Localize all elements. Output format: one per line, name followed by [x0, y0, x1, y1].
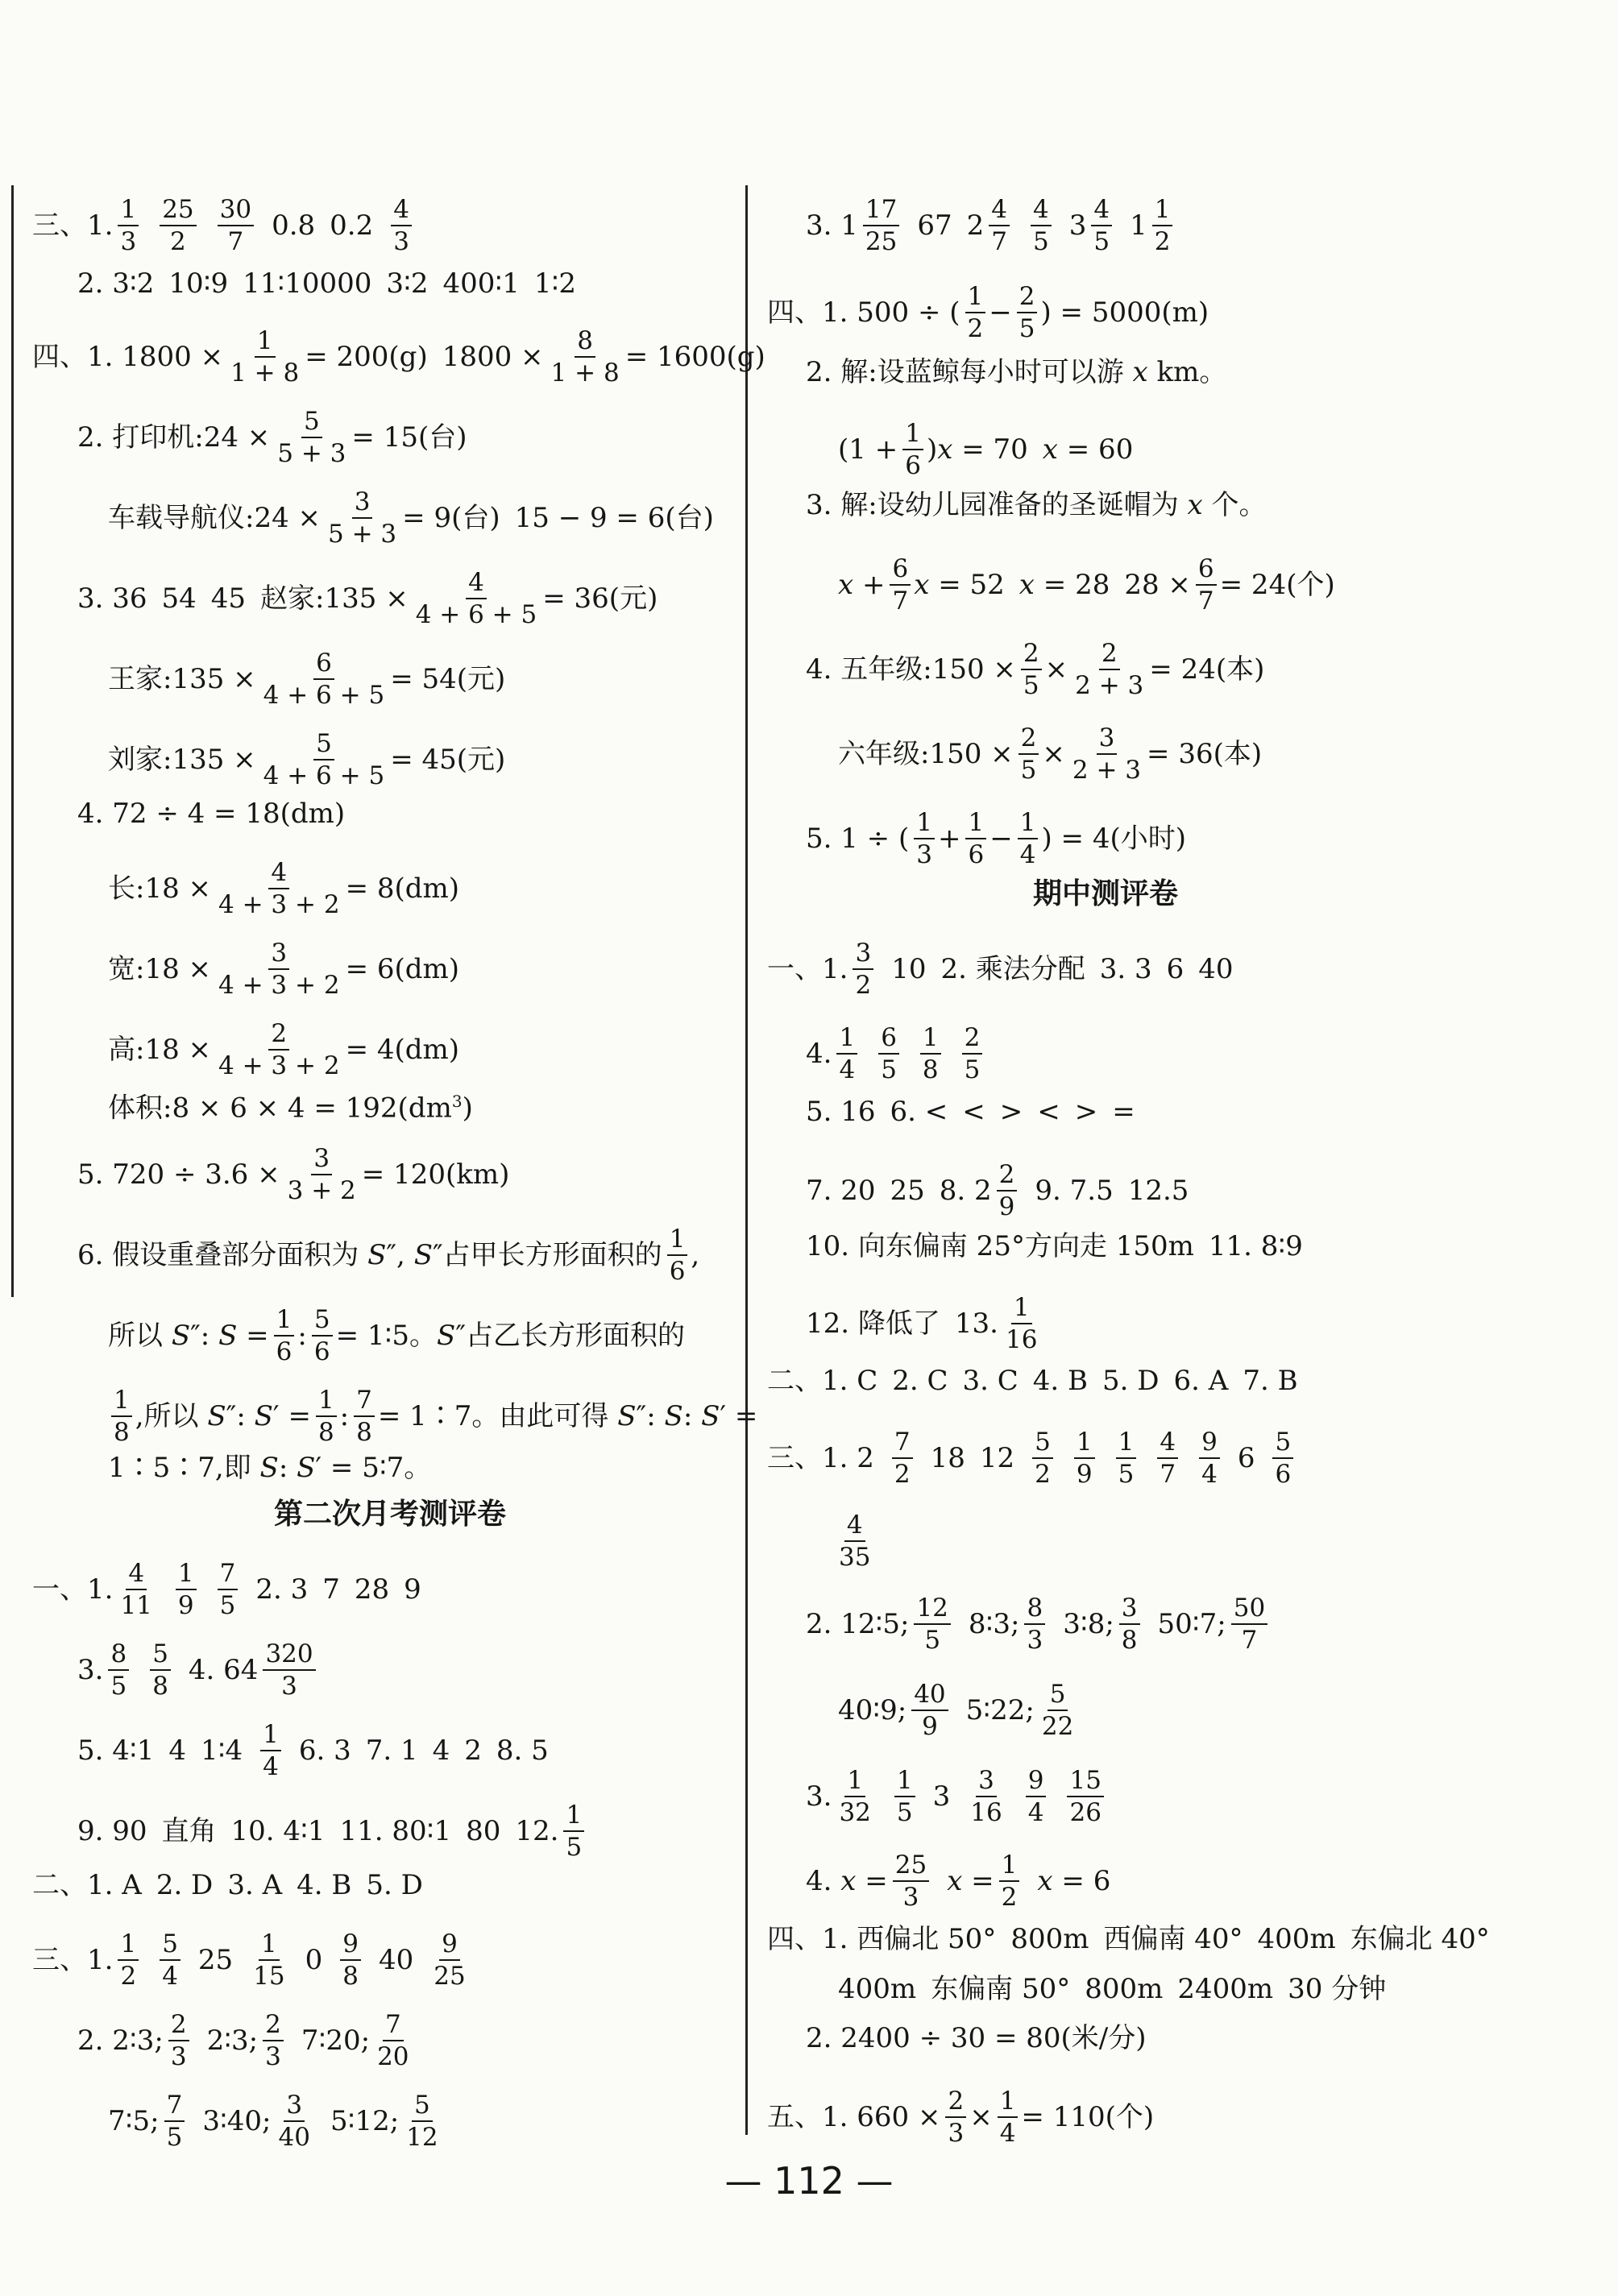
answer-line: 3. $\frac{1}{32}$ $\frac{1}{5}$ 3 $\frac{3}{16}$ $\frac{9}{4}$ $\frac{15}{26}$ [806, 1766, 1107, 1827]
answer-line: 3. 解:设幼儿园准备的圣诞帽为 x 个。 [806, 489, 1267, 521]
left-margin-rule [11, 185, 14, 1297]
answer-line: 6. 假设重叠部分面积为 S″, S″占甲长方形面积的 $\frac{1}{6}$ , [77, 1225, 700, 1286]
answer-line: 5. 16 6. < < > < > = [806, 1096, 1135, 1128]
answer-line: 2. 12∶5; $\frac{12}{5}$ 8∶3; $\frac{8}{3}$ 3∶8; $\frac{3}{8}$ 50∶7; $\frac{50}{7}$ [806, 1594, 1271, 1655]
answer-line: 2. 2400 ÷ 30 = 80(米/分) [806, 2022, 1147, 2054]
answer-line: 3. 36 54 45 赵家:135 × $\frac{4}{4 + 6 + 5}$ = 36(元) [77, 568, 658, 629]
answer-line: 12. 降低了 13. $\frac{1}{16}$ [806, 1293, 1038, 1354]
answer-line: 2. 解:设蓝鲸每小时可以游 x km。 [806, 356, 1227, 388]
answer-line: 三、1. 2 $\frac{7}{2}$ 18 12 $\frac{5}{2}$ $\frac{1}{9}$ $\frac{1}{5}$ $\frac{4}{7}$ $\frac{9}{4}$ 6 $\frac{5}{6}$ [767, 1428, 1296, 1489]
answer-line: x + $\frac{6}{7}$ x = 52 x = 28 28 × $\frac{6}{7}$ = 24(个) [838, 554, 1335, 615]
answer-line: 2. 3∶2 10∶9 11∶10000 3∶2 400∶1 1∶2 [77, 267, 577, 300]
answer-line: 400m 东偏南 50° 800m 2400m 30 分钟 [838, 1973, 1387, 2005]
answer-line: 5. 720 ÷ 3.6 × $\frac{3}{3 + 2}$ = 120(km) [77, 1144, 510, 1205]
answer-line: 体积:8 × $6 \times 4 = 192(dm^3)$ [108, 1092, 473, 1125]
answer-line: (1 + $\frac{1}{6}$ )x = 70 x = 60 [838, 419, 1134, 480]
answer-line: 一、1. $\frac{4}{11}$ $\frac{1}{9}$ $\frac{7}{5}$ 2. 3 7 28 9 [32, 1559, 421, 1620]
answer-line: 3. 1 $\frac{17}{25}$ 67 2 $\frac{4}{7}$ $\frac{4}{5}$ 3 $\frac{4}{5}$ 1 $\frac{1}{2}$ [806, 195, 1176, 256]
answer-line: 10. 向东偏南 25°方向走 150m 11. 8∶9 [806, 1230, 1303, 1262]
answer-line: 2. 打印机:24 × $\frac{5}{5 + 3}$ = 15(台) [77, 407, 467, 468]
column-divider [745, 185, 748, 2135]
page-number: — 112 — [724, 2159, 894, 2203]
answer-line: 四、1. 西偏北 50° 800m 西偏南 40° 400m 东偏北 40° [767, 1923, 1490, 1955]
answer-line: 六年级:150 × $\frac{2}{5}$ × $\frac{3}{2 + 3}$ = 36(本) [838, 723, 1263, 785]
answer-line: 长:18 × $\frac{4}{4 + 3 + 2}$ = 8(dm) [108, 858, 460, 919]
answer-line: 9. 90 直角 10. 4∶1 11. 80∶1 80 12. $\frac{1}{5}$ [77, 1801, 587, 1862]
answer-line: 一、1. $\frac{3}{2}$ 10 2. 乘法分配 3. 3 6 40 [767, 939, 1234, 1000]
answer-line: 高:18 × $\frac{2}{4 + 3 + 2}$ = 4(dm) [108, 1019, 460, 1080]
answer-line: 4. 72 ÷ 4 = 18(dm) [77, 798, 346, 830]
answer-line: 4. 五年级:150 × $\frac{2}{5}$ × $\frac{2}{2 + 3}$ = 24(本) [806, 639, 1265, 700]
answer-line: 二、1. A 2. D 3. A 4. B 5. D [32, 1869, 423, 1901]
answer-line: $\frac{4}{35}$ [839, 1511, 871, 1572]
answer-line: 二、1. C 2. C 3. C 4. B 5. D 6. A 7. B [767, 1365, 1298, 1397]
answer-line: 刘家:135 × $\frac{5}{4 + 6 + 5}$ = 45(元) [108, 729, 506, 790]
answer-line: 四、1. 1800 × $\frac{1}{1 + 8}$ = 200(g) 1800 × $\frac{8}{1 + 8}$ = 1600(g) [32, 326, 765, 388]
answer-line: 三、1. $\frac{1}{3}$ $\frac{25}{2}$ $\frac{30}{7}$ 0.8 0.2 $\frac{4}{3}$ [32, 195, 415, 256]
answer-line: 2. 2∶3; $\frac{2}{3}$ 2∶3; $\frac{2}{3}$ 7∶20; $\frac{7}{20}$ [77, 2010, 409, 2071]
answer-line: 4. $\frac{1}{4}$ $\frac{6}{5}$ $\frac{1}{8}$ $\frac{2}{5}$ [806, 1023, 985, 1084]
answer-line: 王家:135 × $\frac{6}{4 + 6 + 5}$ = 54(元) [108, 649, 506, 710]
answer-line: 5. 1 ÷ ( $\frac{1}{3}$ + $\frac{1}{6}$ − $\frac{1}{4}$ ) = 4(小时) [806, 808, 1186, 869]
section-heading: 期中测评卷 [1033, 877, 1179, 910]
answer-line: 1∶5∶7,即 S: S′ = 5∶7。 [108, 1452, 432, 1484]
answer-line: 7∶5; $\frac{7}{5}$ 3∶40; $\frac{3}{40}$ 5∶12; $\frac{5}{12}$ [108, 2091, 438, 2152]
answer-line: 5. 4∶1 4 1∶4 $\frac{1}{4}$ 6. 3 7. 1 4 2 8. 5 [77, 1720, 549, 1781]
answer-line: 3. $\frac{8}{5}$ $\frac{5}{8}$ 4. 64 $\frac{320}{3}$ [77, 1639, 319, 1701]
answer-line: 五、1. 660 × $\frac{2}{3}$ × $\frac{1}{4}$ = 110(个) [767, 2087, 1155, 2148]
answer-line: 四、1. 500 ÷ ( $\frac{1}{2}$ − $\frac{2}{5}$ ) = 5000(m) [767, 282, 1209, 343]
answer-line: 三、1. $\frac{1}{2}$ $\frac{5}{4}$ 25 $\frac{1}{15}$ 0 $\frac{9}{8}$ 40 $\frac{9}{25}$ [32, 1929, 466, 1991]
answer-line: 4. x = $\frac{25}{3}$ x = $\frac{1}{2}$ x = 6 [806, 1850, 1111, 1912]
answer-line: 40∶9; $\frac{40}{9}$ 5∶22; $\frac{5}{22}$ [838, 1680, 1074, 1741]
section-heading: 第二次月考测评卷 [274, 1498, 507, 1531]
answer-line: 车载导航仪:24 × $\frac{3}{5 + 3}$ = 9(台) 15 − 9 = 6(台) [108, 487, 714, 549]
answer-line: 宽:18 × $\frac{3}{4 + 3 + 2}$ = 6(dm) [108, 939, 460, 1000]
answer-line: 所以 S″: S = $\frac{1}{6}$ : $\frac{5}{6}$ = 1∶5。S″占乙长方形面积的 [108, 1305, 686, 1366]
answer-line: 7. 20 25 8. 2 $\frac{2}{9}$ 9. 7.5 12.5 [806, 1160, 1189, 1221]
answer-line: $\frac{1}{8}$ ,所以 S″: S′ = $\frac{1}{8}$ : $\frac{7}{8}$ = 1∶7。由此可得 S″: S: S′ = [108, 1386, 772, 1447]
